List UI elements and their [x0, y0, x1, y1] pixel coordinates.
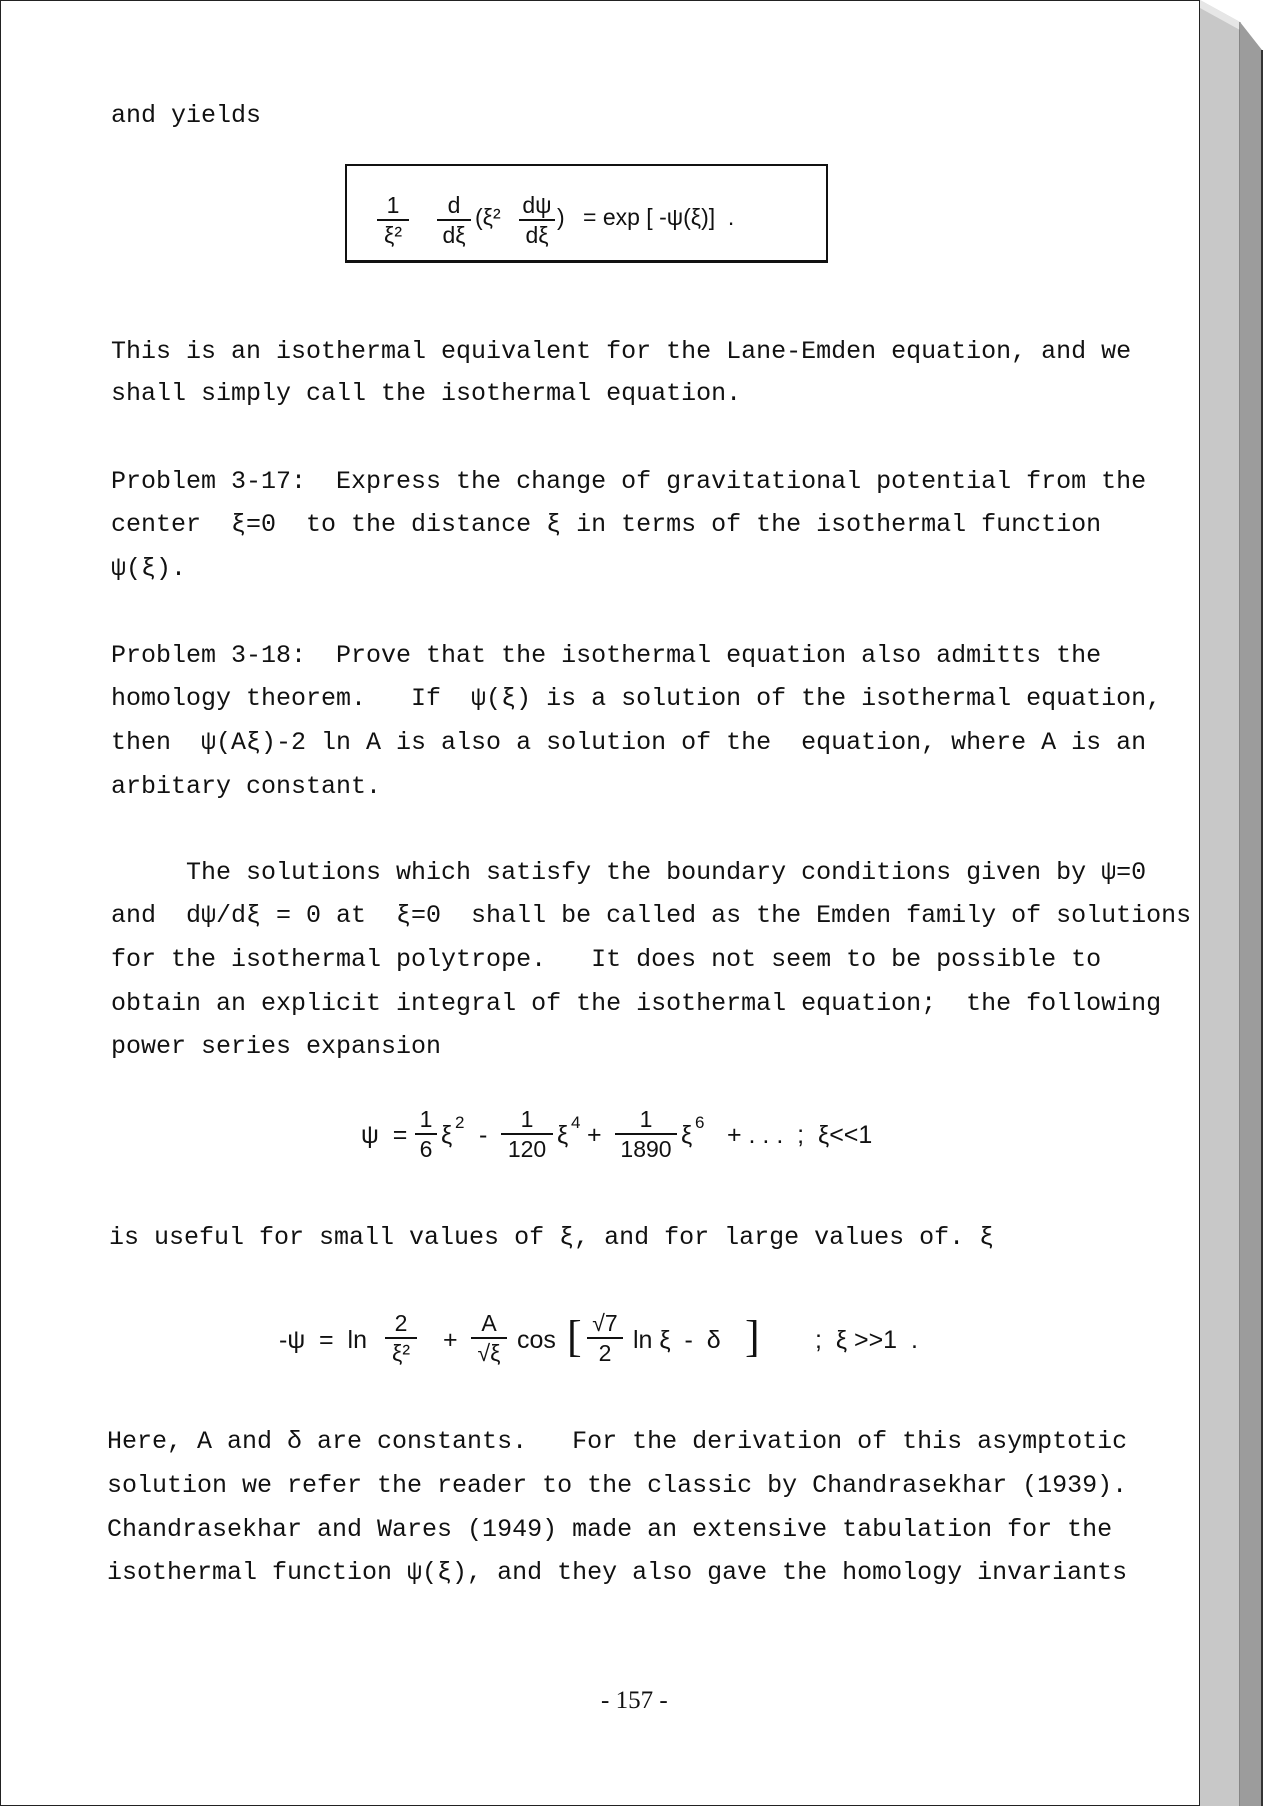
eq2-xi-1: ξ: [441, 1121, 453, 1149]
eq3-frac-1: $\frac{2}{\text{ξ²}}$: [385, 1309, 417, 1367]
eq3-left-bracket: [: [567, 1312, 582, 1361]
eq3-frac-2: $\frac{A}{√\xi}$: [471, 1309, 507, 1367]
eq2-frac-2: $\frac{1}{120}$: [501, 1105, 553, 1163]
eq2-tail: + . . . ; ξ<<1: [727, 1121, 873, 1149]
eq1-frac-inner: $\frac{d\psi}{d\xi}$: [519, 191, 555, 249]
eq3-tail: ; ξ >>1 .: [815, 1326, 918, 1354]
eq2-xi-2: ξ: [557, 1121, 569, 1149]
eq3-plus: +: [443, 1326, 458, 1354]
problem17-line-3: ψ(ξ).: [111, 554, 187, 583]
eq3-right-bracket: ]: [745, 1312, 760, 1361]
para2-line-1: The solutions which satisfy the boundary conditions given by ψ=0: [111, 858, 1147, 887]
para2-line-5: power series expansion: [111, 1032, 442, 1061]
para2-line-2: and dψ/dξ = 0 at ξ=0 shall be called as the Emden family of solutions: [111, 901, 1192, 930]
eq2-power-2: 4: [571, 1113, 581, 1132]
eq3-frac-3: $\frac{√7}{2}$: [587, 1309, 623, 1367]
para4-line-4: isothermal function ψ(ξ), and they also gave the homology invariants: [107, 1558, 1128, 1587]
para4-line-2: solution we refer the reader to the classic by Chandrasekhar (1939).: [107, 1471, 1128, 1500]
eq2-lhs: ψ =: [361, 1121, 408, 1149]
eq2-frac-1: $\frac{1}{6}$: [415, 1105, 437, 1163]
eq1-rhs: = exp [ -ψ(ξ)] .: [583, 204, 735, 230]
problem17-line-1: Problem 3-17: Express the change of gravitational potential from the: [111, 467, 1147, 496]
eq3-cos: cos: [517, 1326, 556, 1354]
para3-text: is useful for small values of ξ, and for large values of. ξ: [109, 1223, 995, 1252]
eq2-minus: -: [479, 1121, 488, 1149]
eq3-lhs: -ψ = ln: [279, 1326, 367, 1354]
eq2-power-3: 6: [695, 1113, 705, 1132]
para4-line-3: Chandrasekhar and Wares (1949) made an extensive tabulation for the: [107, 1515, 1113, 1544]
eq3-middle: ln ξ - δ: [633, 1326, 721, 1354]
eq2-frac-3: $\frac{1}{1890}$: [615, 1105, 677, 1163]
para2-line-3: for the isothermal polytrope. It does not seem to be possible to: [111, 945, 1102, 974]
eq1-frac-d: $\frac{d}{d\xi}$: [437, 191, 471, 249]
problem18-line-1: Problem 3-18: Prove that the isothermal equation also admitts the: [111, 641, 1102, 670]
eq2-xi-3: ξ: [681, 1121, 693, 1149]
page-number: - 157 -: [601, 1687, 668, 1714]
problem18-line-4: arbitary constant.: [111, 772, 382, 801]
para1-line-1: This is an isothermal equivalent for the Lane-Emden equation, and we: [111, 337, 1132, 366]
eq2-power-1: 2: [455, 1113, 465, 1132]
eq1-frac-1: $\frac{1}{\text{ξ²}}$: [377, 191, 409, 249]
para4-line-1: Here, A and δ are constants. For the derivation of this asymptotic: [107, 1427, 1128, 1456]
eq1-paren-open: (ξ²: [475, 204, 501, 230]
boxed-equation: [345, 164, 828, 263]
eq2-plus: +: [587, 1121, 602, 1149]
problem17-line-2: center ξ=0 to the distance ξ in terms of the isothermal function: [111, 510, 1102, 539]
intro-text: and yields: [111, 101, 262, 130]
para1-line-2: shall simply call the isothermal equation.: [111, 379, 742, 408]
problem18-line-3: then ψ(Aξ)-2 ln A is also a solution of the equation, where A is an: [111, 728, 1147, 757]
problem18-line-2: homology theorem. If ψ(ξ) is a solution of the isothermal equation,: [111, 684, 1162, 713]
eq1-paren-close: ): [557, 204, 565, 230]
para2-line-4: obtain an explicit integral of the isothermal equation; the following: [111, 989, 1162, 1018]
